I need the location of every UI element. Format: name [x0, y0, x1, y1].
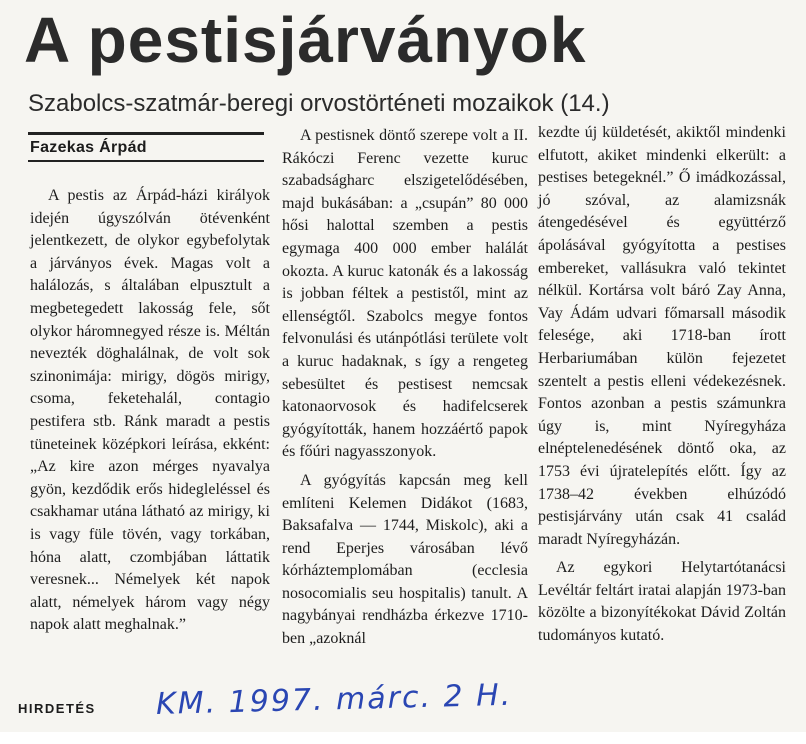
handwritten-date-note: KM. 1997. márc. 2 H.: [155, 677, 513, 722]
byline-rule-bottom: [28, 160, 264, 162]
paragraph: A pestisnek döntő szerepe volt a II. Rákóczi Ferenc vezette kuruc szabadságharc elszigetelődésében, majd bukásában: a „csupán” 80 000 hősi halottal szemben a pestis egymaga 400 000 ember halálát okozta. A kuruc katonák és a lakosság is jobban féltek a pestistől, mint az ellenségtől. Szabolcs megye fontos felvonulási és utánpótlási területe volt a kuruc hadaknak, s így a rengeteg sebesültet és pestisest nemcsak katonaorvosok és hadifelcserek gyógyították, hanem hozzáértő papok és főúri nagyasszonyok.: [282, 127, 528, 461]
paragraph: A pestis az Árpád-házi királyok idején úgyszólván ötévenként jelentkezett, de olykor egybefolytak a járványos évek. Magas volt a halálozás, s általában elpusztult a megbetegedett lakosság fele, sőt olykor háromnegyed része is. Méltán nevezték döghalálnak, de volt sok szinonimája: mirigy, dögös mirigy, csoma, feketehalál, contagio pestifera stb. Ránk maradt a pestis tüneteinek középkori leírása, ekként: „Az kire azon mérges nyavalya gyön, kezdődik erős hidegleléssel és csakhamar utána látható az mirigy, ki is vagy füle tövén, vagy torkában, hóna alatt, czombjában láttatik veresnek... Némelyek két napok alatt, némelyek három vagy négy napok alatt meghalnak.”: [30, 187, 270, 634]
article-byline: Fazekas Árpád: [30, 139, 147, 156]
byline-rule-top: [28, 132, 264, 135]
paragraph: kezdte új küldetését, akiktől mindenki elfutott, akiket mindenki elkerült: a pestises betegeknél.” Ő imádkozással, jó szóval, az alamizsnák átengedésével és együttérző ápolásával gyógyította a pestises embereket, vallásukra való tekintet nélkül. Kortársa volt báró Zay Anna, Vay Ádám udvari főmarsall második felesége, aki 1718-ban írott Herbariumában külön fejezetet szentelt a pestis elleni védekezésnek. Fontos azonban a pestis számunkra úgy is, mint Nyíregyháza elnéptelenedésének döntő oka, az 1753 évi újratelepítés előtt. Így az 1738–42 években elhúzódó pestisjárvány után csak 41 család maradt Nyíregyházán.: [538, 124, 786, 548]
article-column-2: [282, 125, 528, 651]
article-headline: A pestisjárványok: [24, 4, 587, 76]
advertisement-section-label: HIRDETÉS: [18, 701, 96, 716]
article-column-1: [30, 185, 270, 637]
paragraph: A gyógyítás kapcsán meg kell említeni Kelemen Didákot (1683, Baksafalva — 1744, Miskolc), aki a rend Eperjes városában lévő kórháztemplomában (ecclesia nosocomialis seu hospitalis) tanult. A nagybányai rendházba érkezve 1710-ben „azoknál: [282, 471, 528, 648]
paragraph: Az egykori Helytartótanácsi Levéltár feltárt iratai alapján 1973-ban közölte a bizonyítékokat Dávid Zoltán tudományos kutató.: [538, 559, 786, 645]
article-subheadline: Szabolcs-szatmár-beregi orvostörténeti mozaikok (14.): [28, 90, 610, 117]
article-column-3: [538, 122, 786, 648]
paper-edge: [0, 732, 806, 744]
